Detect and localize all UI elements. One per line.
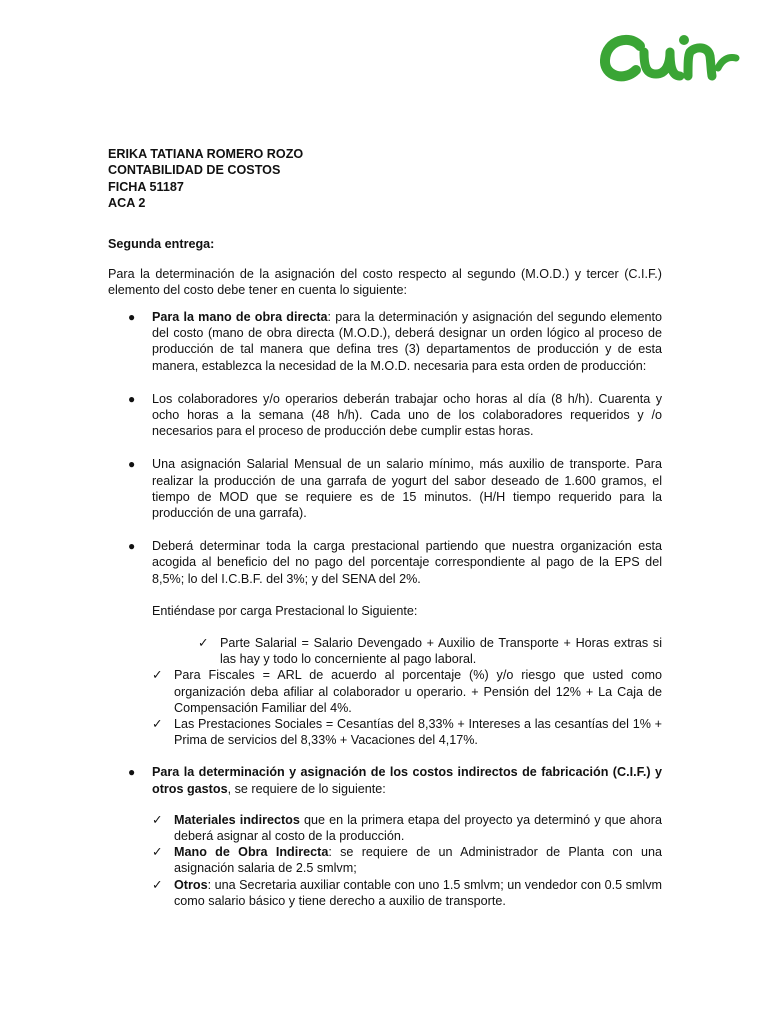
cun-logo: [600, 30, 742, 86]
check-item: [152, 844, 662, 876]
check-item-text: que en la primera etapa del proyecto ya determinó y que ahora deberá asignar al costo de la producción.: [174, 812, 662, 844]
bullet-icon: ●: [128, 457, 136, 472]
item-text: Deberá determinar toda la carga prestacional partiendo que nuestra organización esta acogida al beneficio del no pago del porcentaje correspondiente al pago de la EPS del 8,5%; lo del I.C.B.F. del 3%; y del SENA del 2%.: [152, 539, 662, 586]
check-item-bold: Mano de Obra Indirecta: [174, 845, 329, 860]
list-item: [108, 538, 662, 587]
check-item-text: : se requiere de un Administrador de Planta con una asignación salaria de 2.5 smlvm;: [174, 845, 662, 876]
bullet-list: [108, 309, 662, 909]
list-item: [108, 391, 662, 440]
check-list: [108, 667, 662, 748]
item-bold-label: Para la determinación y asignación de los costos indirectos de fabricación (C.I.F.) y otros gastos: [152, 765, 662, 796]
check-item: [152, 716, 662, 748]
check-icon: ✓: [152, 717, 163, 732]
bullet-icon: ●: [128, 765, 136, 780]
list-item: [108, 456, 662, 521]
check-item-bold: Otros: [174, 877, 208, 892]
intro-paragraph: Para la determinación de la asignación del costo respecto al segundo (M.O.D.) y tercer (C.I.F.) elemento del costo debe tener en cuenta lo siguiente:: [108, 267, 662, 298]
header-line-subject: CONTABILIDAD DE COSTOS: [108, 163, 281, 178]
bullet-icon: ●: [128, 310, 136, 324]
check-item-text: Para Fiscales = ARL de acuerdo al porcentaje (%) y/o riesgo que usted como organización deba afiliar al colaborador u operario. + Pensión del 12% + La Caja de Compensación Familiar del 4%.: [174, 668, 662, 715]
check-item: [198, 635, 662, 667]
item-text: : para la determinación y asignación del segundo elemento del costo (mano de obra directa (M.O.D.), deberá designar un orden lógico al proceso de producción de tal manera que defina tres (3) departamentos de producción y de esta manera, establezca la necesidad de la M.O.D. necesaria para esta orden de producción:: [152, 310, 662, 373]
check-icon: ✓: [152, 845, 163, 860]
sub-intro-text: Entiéndase por carga Prestacional lo Siguiente:: [152, 603, 418, 618]
item-text: Una asignación Salarial Mensual de un salario mínimo, más auxilio de transporte. Para realizar la producción de una garrafa de yogurt del sabor deseado de 1.600 gramos, el tiempo de MOD que se requiere es de 15 minutos. (H/H tiempo requerido para la producción de una garrafa).: [152, 457, 662, 521]
check-item: [152, 877, 662, 909]
header-line-name: ERIKA TATIANA ROMERO ROZO: [108, 147, 304, 161]
check-list: [108, 812, 662, 909]
bullet-icon: ●: [128, 391, 136, 406]
item-bold-label: Para la mano de obra directa: [152, 310, 328, 324]
check-item-bold: Materiales indirectos: [174, 812, 300, 827]
item-text: , se requiere de lo siguiente:: [227, 781, 386, 796]
header-line-ficha: FICHA 51187: [108, 179, 184, 194]
section-title: Segunda entrega:: [108, 237, 215, 251]
check-icon: ✓: [152, 812, 163, 827]
check-list: [108, 635, 662, 667]
check-icon: ✓: [152, 668, 163, 683]
check-item-text: Parte Salarial = Salario Devengado + Auxilio de Transporte + Horas extras si las hay y todo lo concerniente al pago laboral.: [220, 636, 662, 667]
author-header: [108, 146, 303, 212]
item-text: Los colaboradores y/o operarios deberán trabajar ocho horas al día (8 h/h). Cuarenta y ocho horas a la semana (48 h/h). Cada uno de los colaboradores requeridos y /o necesarios para el proceso de producción debe cumplir estas horas.: [152, 391, 662, 439]
check-item-text: Las Prestaciones Sociales = Cesantías del 8,33% + Intereses a las cesantías del 1% + Prima de servicios del 8,33% + Vacaciones del 4,17%.: [174, 717, 662, 748]
list-item: [108, 309, 662, 374]
list-item: [108, 764, 662, 796]
check-item: [152, 667, 662, 716]
bullet-icon: ●: [128, 539, 136, 554]
check-item-text: : una Secretaria auxiliar contable con uno 1.5 smlvm; un vendedor con 0.5 smlvm como salario básico y tiene derecho a auxilio de transporte.: [174, 877, 662, 908]
check-icon: ✓: [152, 877, 163, 892]
check-icon: ✓: [198, 636, 209, 651]
check-item: [152, 812, 662, 844]
header-line-aca: ACA 2: [108, 196, 146, 211]
